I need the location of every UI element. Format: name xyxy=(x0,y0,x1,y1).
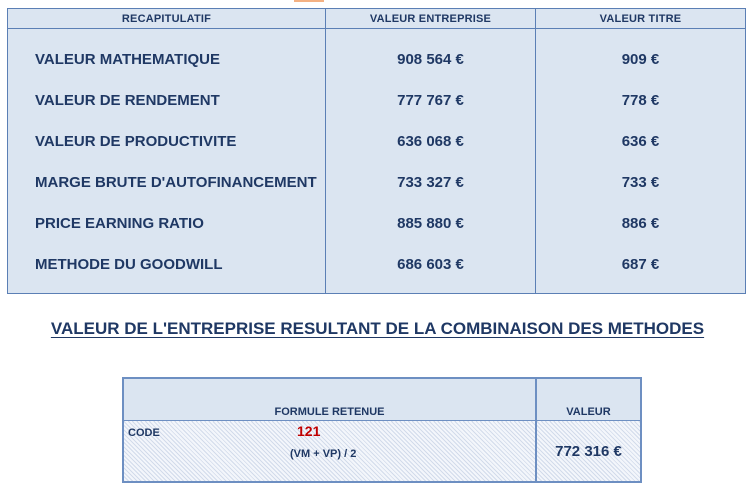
table-row xyxy=(8,203,746,244)
row-label[interactable]: VALEUR DE RENDEMENT xyxy=(8,80,326,121)
formula-table xyxy=(122,377,642,483)
valeur-entreprise-cell[interactable]: 885 880 € xyxy=(326,203,536,244)
formula-text: (VM + VP) / 2 xyxy=(290,448,357,460)
header-formule-retenue[interactable]: FORMULE RETENUE xyxy=(123,378,536,421)
header-valeur-entreprise[interactable]: VALEUR ENTREPRISE xyxy=(326,9,536,29)
header-valeur[interactable]: VALEUR xyxy=(536,378,641,421)
code-value[interactable]: 121 xyxy=(297,423,321,439)
table-row xyxy=(8,80,746,121)
table-row xyxy=(8,29,746,81)
recap-header-row xyxy=(8,9,746,29)
valeur-titre-cell[interactable]: 778 € xyxy=(536,80,746,121)
valeur-titre-cell[interactable]: 687 € xyxy=(536,244,746,294)
table-row xyxy=(8,244,746,294)
valeur-entreprise-cell[interactable]: 908 564 € xyxy=(326,29,536,81)
valeur-entreprise-cell[interactable]: 686 603 € xyxy=(326,244,536,294)
result-cell[interactable] xyxy=(536,421,641,483)
formula-header-row xyxy=(123,378,641,421)
header-valeur-titre[interactable]: VALEUR TITRE xyxy=(536,9,746,29)
row-label[interactable]: PRICE EARNING RATIO xyxy=(8,203,326,244)
table-row xyxy=(8,162,746,203)
valeur-entreprise-cell[interactable]: 733 327 € xyxy=(326,162,536,203)
row-label[interactable]: MARGE BRUTE D'AUTOFINANCEMENT xyxy=(8,162,326,203)
header-recapitulatif[interactable]: RECAPITULATIF xyxy=(8,9,326,29)
formula-cell[interactable] xyxy=(123,421,536,483)
valeur-titre-cell[interactable]: 733 € xyxy=(536,162,746,203)
code-label: CODE xyxy=(128,427,160,439)
recap-table xyxy=(7,8,746,294)
valeur-entreprise-cell[interactable]: 636 068 € xyxy=(326,121,536,162)
row-label[interactable]: VALEUR MATHEMATIQUE xyxy=(8,29,326,81)
valeur-titre-cell[interactable]: 886 € xyxy=(536,203,746,244)
valeur-entreprise-cell[interactable]: 777 767 € xyxy=(326,80,536,121)
combination-title[interactable]: VALEUR DE L'ENTREPRISE RESULTANT DE LA COMBINAISON DES METHODES xyxy=(50,319,705,338)
row-label[interactable]: VALEUR DE PRODUCTIVITE xyxy=(8,121,326,162)
formula-row xyxy=(123,421,641,483)
result-value: 772 316 € xyxy=(555,443,622,460)
valeur-titre-cell[interactable]: 636 € xyxy=(536,121,746,162)
row-label[interactable]: METHODE DU GOODWILL xyxy=(8,244,326,294)
table-row xyxy=(8,121,746,162)
cell-selection-accent xyxy=(294,0,324,2)
valeur-titre-cell[interactable]: 909 € xyxy=(536,29,746,81)
